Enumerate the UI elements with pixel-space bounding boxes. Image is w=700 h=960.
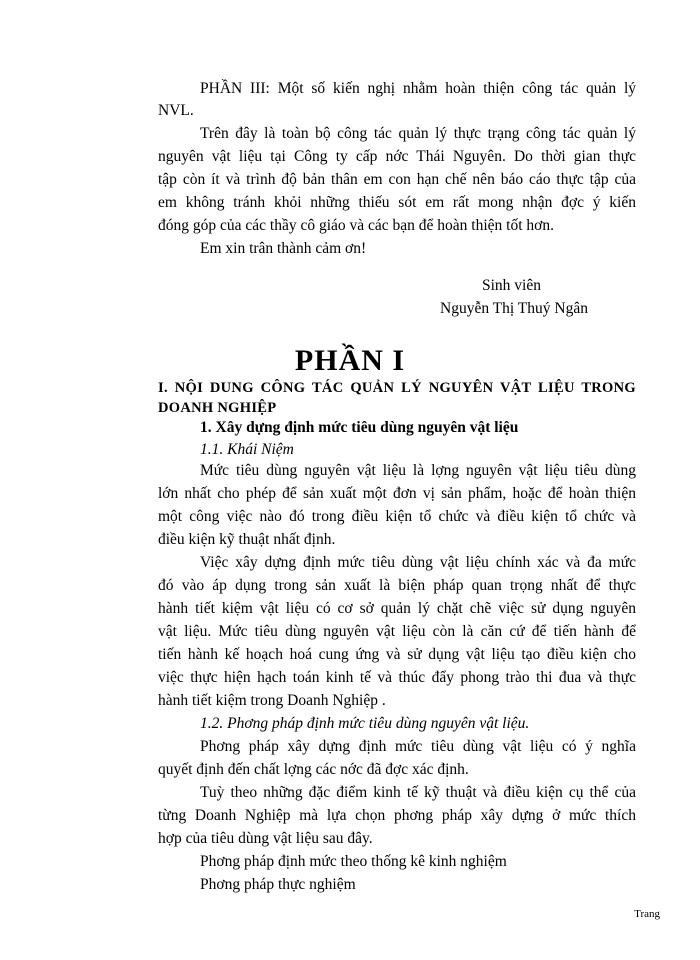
- intro-paragraph-line: tập còn ít và trình độ bản thân em con hạn chế nên báo cáo thực tập của: [158, 171, 636, 188]
- build-paragraph-line: hành tiết kiệm vật liệu có cơ sở quản lý chặt chẽ việc sử dụng nguyên: [158, 600, 636, 617]
- signature-name: Nguyễn Thị Thuý Ngân: [440, 300, 588, 317]
- intro-paragraph-line: Trên đây là toàn bộ công tác quản lý thực trạng công tác quản lý: [200, 125, 636, 142]
- intro-paragraph-line: nguyên vật liệu tại Công ty cấp nớc Thái Nguyên. Do thời gian thực: [158, 148, 636, 165]
- definition-line: lớn nhất cho phép để sản xuất một đơn vị sản phẩm, hoặc để hoàn thiện: [158, 485, 636, 502]
- build-paragraph-line: việc thực hiện hạch toán kinh tế và thúc đẩy phong trào thi đua và thực: [158, 669, 636, 686]
- intro-paragraph-line: em không tránh khỏi những thiếu sót em rất mong nhận đợc ý kiến: [158, 194, 636, 211]
- signature-role: Sinh viên: [482, 277, 541, 294]
- section-title-line-2: DOANH NGHIỆP: [158, 400, 277, 416]
- thanks-line: Em xin trân thành cảm ơn!: [200, 240, 367, 257]
- build-paragraph-line: đó vào áp dụng trong sản xuất là biện pháp quan trọng nhất để thực: [158, 577, 636, 594]
- intro-paragraph-line: đóng góp của các thầy cô giáo và các bạn để hoàn thiện tốt hơn.: [158, 217, 554, 234]
- section-title-line-1: I. NỘI DUNG CÔNG TÁC QUẢN LÝ NGUYÊN VẬT LIỆU TRONG: [158, 380, 636, 396]
- part-title: PHẦN I: [294, 344, 406, 377]
- build-paragraph-line: Việc xây dựng định mức tiêu dùng vật liệu chính xác và đa mức: [200, 554, 636, 571]
- definition-line: Mức tiêu dùng nguyên vật liệu là lợng nguyên vật liệu tiêu dùng: [200, 462, 636, 479]
- choose-paragraph-line: Tuỳ theo những đặc điểm kinh tế kỹ thuật và điều kiện cụ thể của: [200, 784, 636, 801]
- build-paragraph-line: vật liệu. Mức tiêu dùng nguyên vật liệu còn là căn cứ để tiến hành để: [158, 623, 636, 640]
- definition-line: điều kiện kỹ thuật nhất định.: [158, 531, 336, 548]
- method-paragraph-line: Phơng pháp xây dựng định mức tiêu dùng vật liệu có ý nghĩa: [200, 738, 636, 755]
- method-paragraph-line: quyết định đến chất lợng các nớc đã đợc xác định.: [158, 761, 469, 778]
- intro-line-2: NVL.: [158, 102, 194, 119]
- choose-paragraph-line: từng Doanh Nghiệp mà lựa chọn phơng pháp xây dựng ở mức thích: [158, 807, 636, 824]
- subsection-1-title: 1. Xây dựng định mức tiêu dùng nguyên vật liệu: [200, 419, 519, 436]
- subsection-1-2-title: 1.2. Phơng pháp định mức tiêu dùng nguyên vật liệu.: [200, 715, 530, 732]
- subsection-1-1-title: 1.1. Khái Niệm: [200, 441, 294, 458]
- build-paragraph-line: tiến hành kế hoạch hoá cung ứng và sử dụng vật liệu tạo điều kiện cho: [158, 646, 636, 663]
- intro-line-1: PHẦN III: Một số kiến nghị nhằm hoàn thiện công tác quản lý: [200, 80, 636, 97]
- page-footer: Trang: [634, 908, 660, 920]
- choose-paragraph-line: hợp của tiêu dùng vật liệu sau đây.: [158, 830, 373, 847]
- definition-line: một công việc nào đó trong điều kiện tổ chức và điều kiện tổ chức và: [158, 508, 636, 525]
- method-item: Phơng pháp định mức theo thống kê kinh nghiệm: [200, 853, 507, 870]
- method-item: Phơng pháp thực nghiệm: [200, 876, 356, 893]
- build-paragraph-line: hành tiết kiệm trong Doanh Nghiệp .: [158, 692, 386, 709]
